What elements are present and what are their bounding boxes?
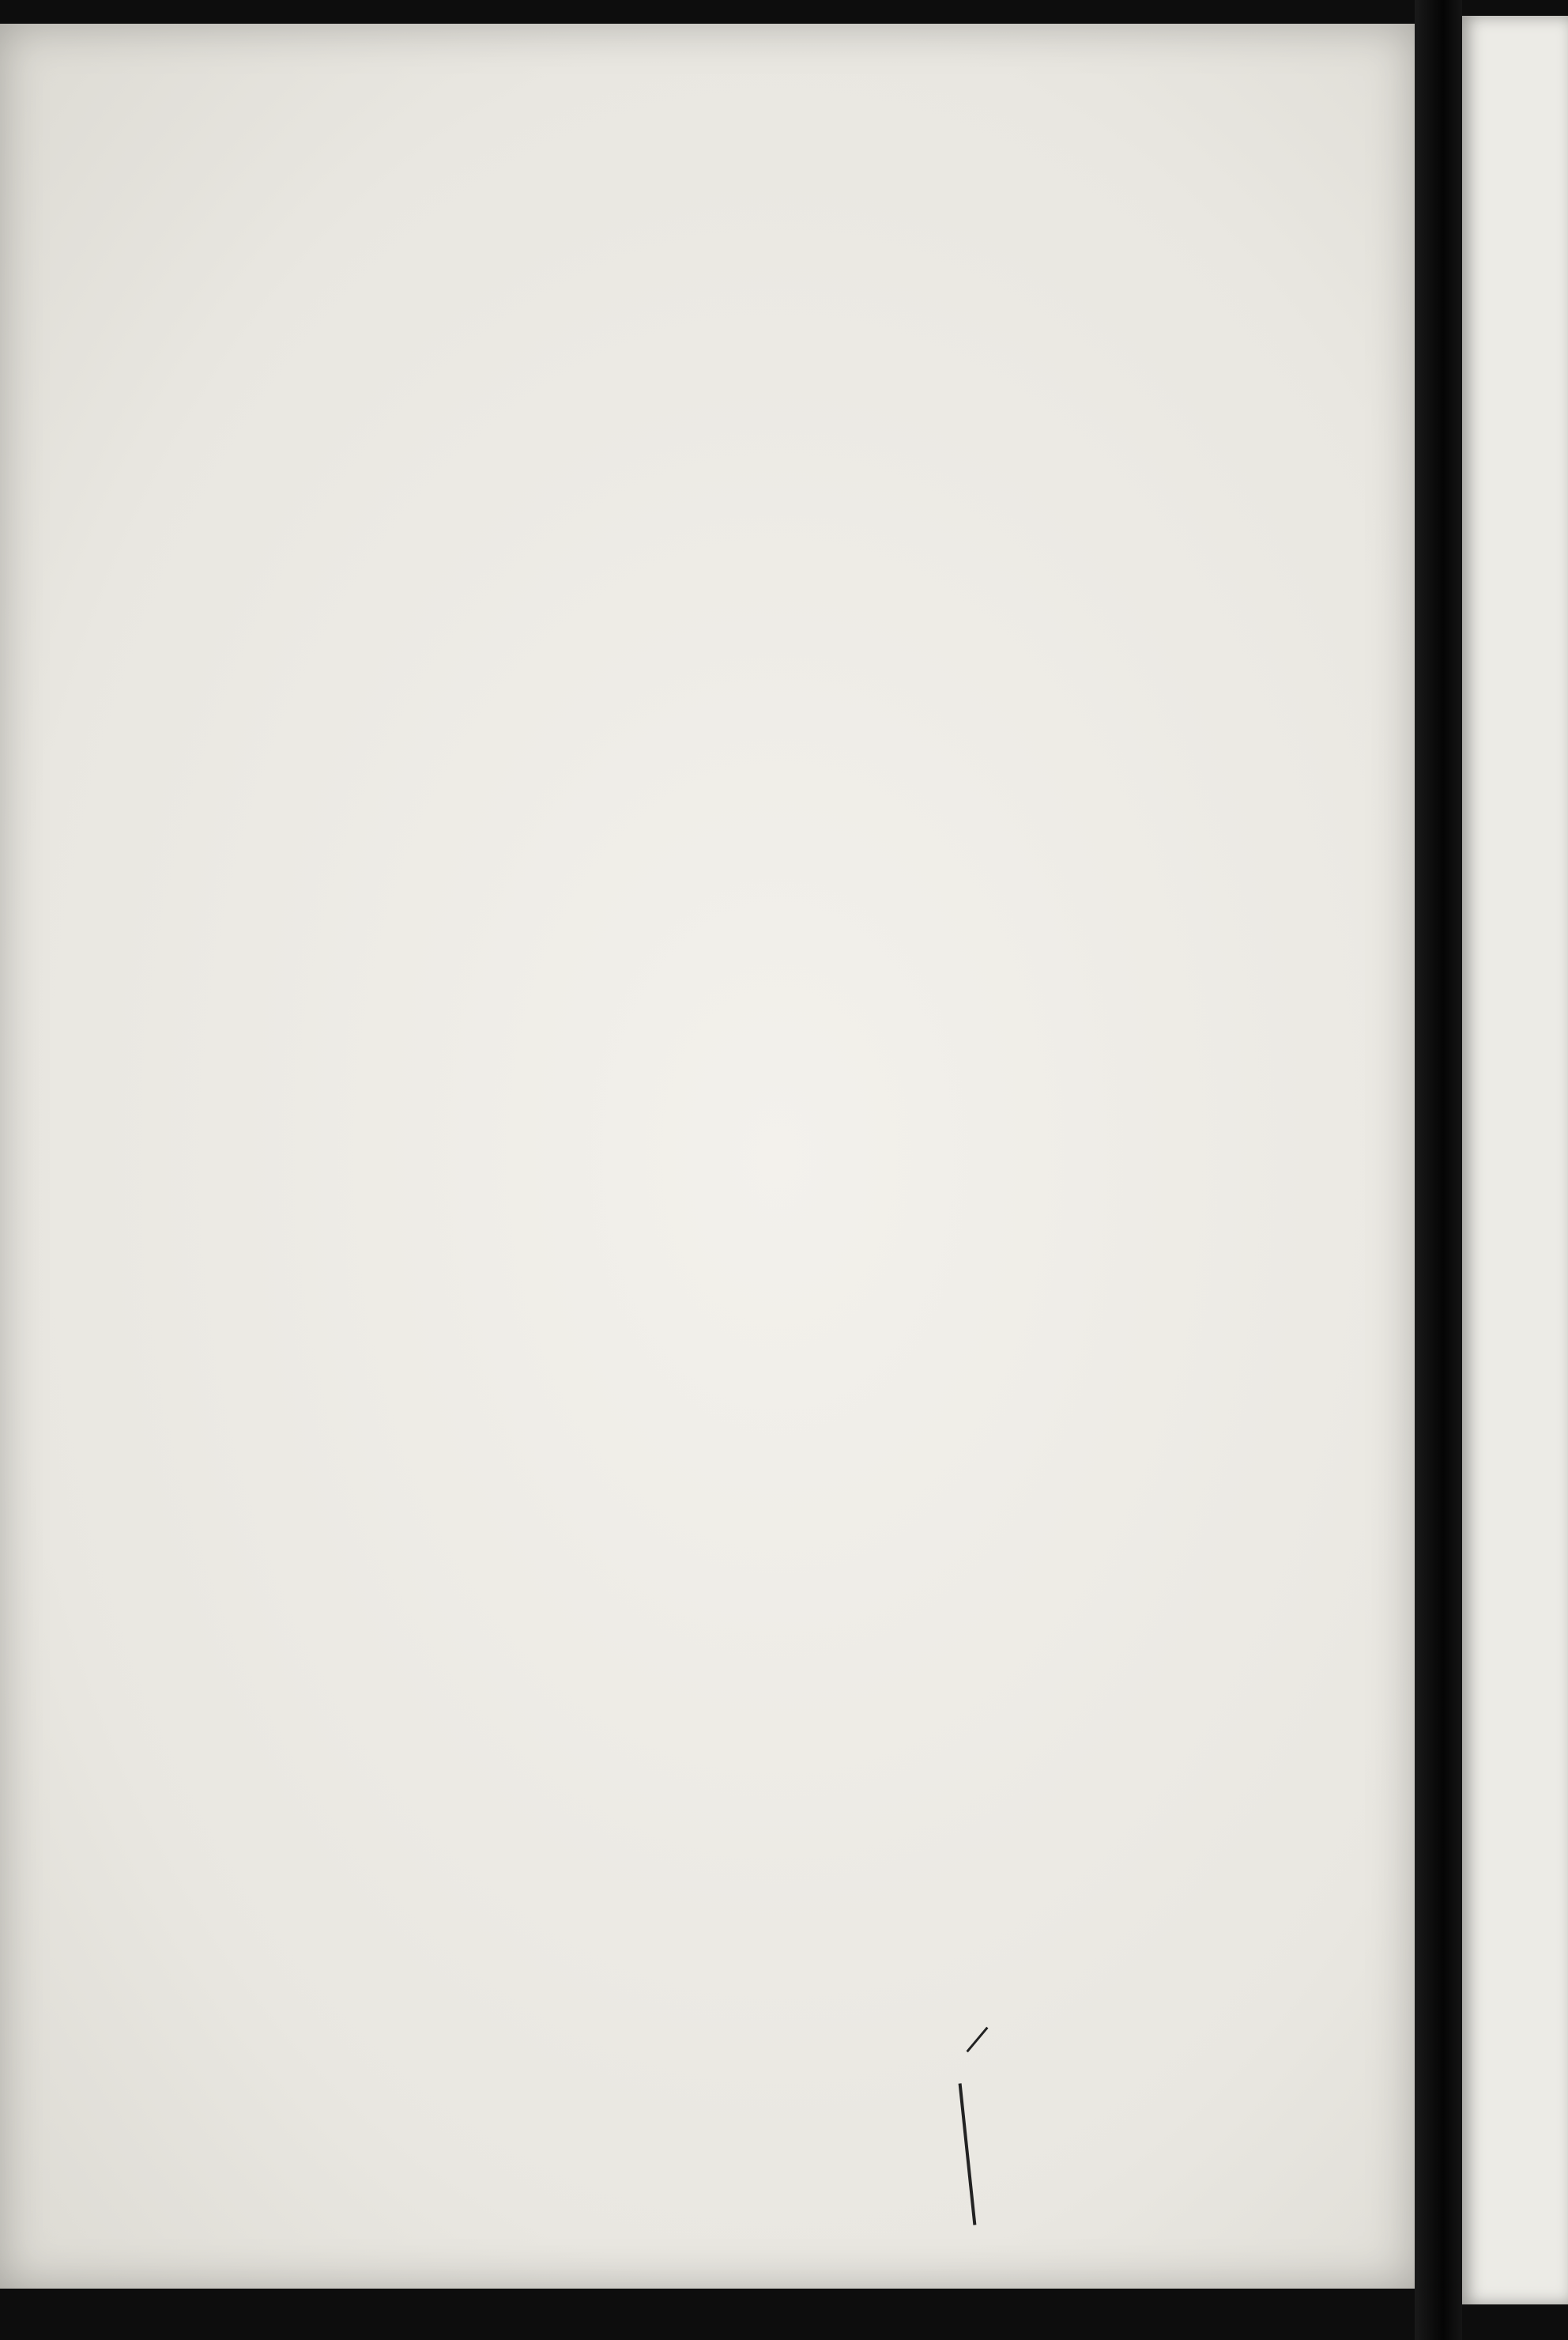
- right-page-edge: [1462, 16, 1568, 2304]
- book-gutter: [1415, 0, 1462, 2340]
- left-page: [0, 24, 1415, 2289]
- page-header: [261, 183, 1351, 239]
